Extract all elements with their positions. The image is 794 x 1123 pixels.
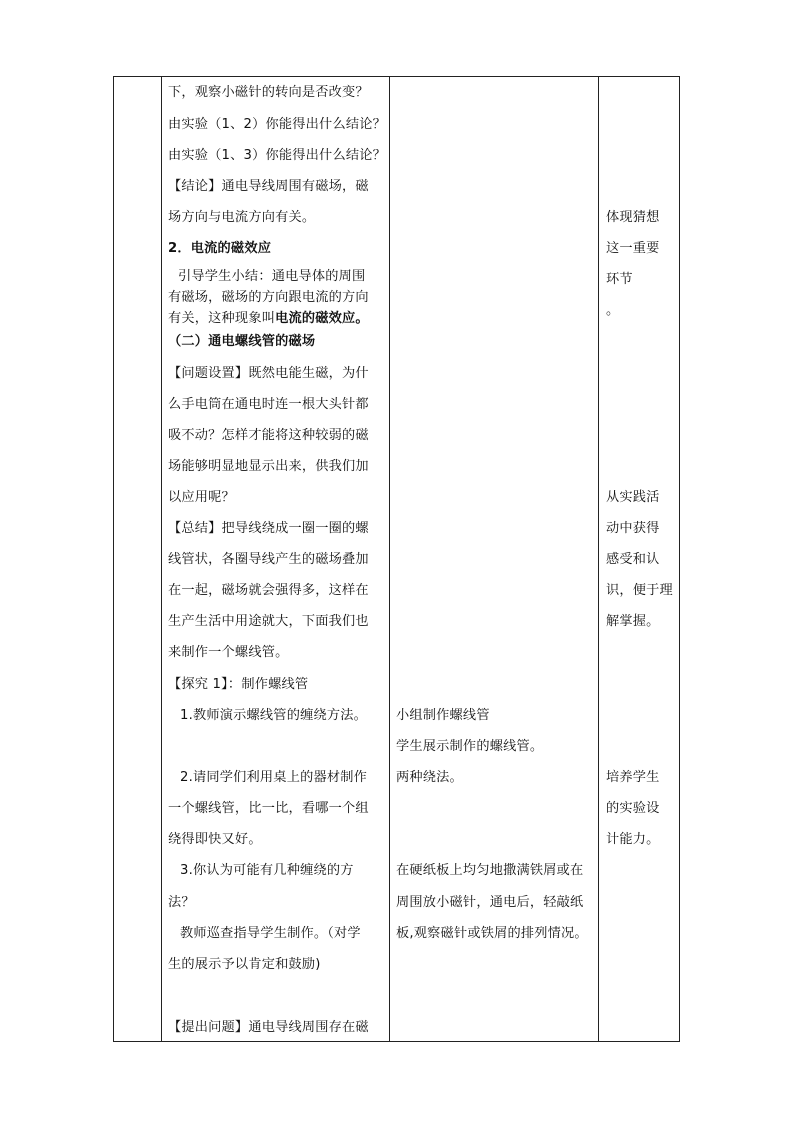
student-activity: 周围放小磁针，通电后，轻敲纸	[396, 895, 584, 910]
section-heading: （二）通电螺线管的磁场	[168, 334, 316, 349]
text-run: 有关，这种现象叫	[168, 311, 276, 326]
design-note: 这一重要	[606, 241, 660, 256]
design-note: 计能力。	[606, 832, 660, 847]
student-activity: 在硬纸板上均匀地撒满铁屑或在	[396, 863, 584, 878]
text-line: 生产生活中用途就大，下面我们也	[168, 614, 369, 629]
student-activity: 板,观察磁针或铁屑的排列情况。	[396, 926, 588, 941]
text-line: 由实验（1、2）你能得出什么结论？	[168, 117, 386, 132]
column-divider	[598, 76, 599, 1042]
text-line: 一个螺线管，比一比，看哪一个组	[168, 801, 369, 816]
text-line: 在一起，磁场就会强得多，这样在	[168, 583, 369, 598]
text-line	[168, 309, 369, 329]
design-note: 解掌握。	[606, 614, 660, 629]
text-line: 法？	[168, 895, 195, 910]
design-note: 感受和认	[606, 552, 660, 567]
design-note: 从实践活	[606, 490, 660, 505]
student-activity: 小组制作螺线管	[396, 708, 490, 723]
column-divider	[161, 76, 162, 1042]
inquiry-heading: 【探究 1】：制作螺线管	[168, 677, 309, 692]
text-line: 生的展示予以肯定和鼓励)	[168, 957, 321, 972]
student-activity: 两种绕法。	[396, 770, 463, 785]
text-line: 线管状，各圈导线产生的磁场叠加	[168, 552, 369, 567]
design-note: 环节	[606, 272, 633, 287]
column-divider	[389, 76, 390, 1042]
student-activity: 学生展示制作的螺线管。	[396, 739, 544, 754]
design-note: 的实验设	[606, 801, 660, 816]
question-label: 【问题设置】既然电能生磁，为什	[168, 366, 369, 381]
text-line: 么手电筒在通电时连一根大头针都	[168, 397, 369, 412]
design-note: 体现猜想	[606, 210, 660, 225]
design-note: 识，便于理	[606, 583, 673, 598]
text-line: 引导学生小结：通电导体的周围	[178, 269, 366, 284]
conclusion-label: 【结论】通电导线周围有磁场，磁	[168, 179, 369, 194]
text-line: 有磁场，磁场的方向跟电流的方向	[168, 290, 369, 305]
text-line: 以应用呢？	[168, 490, 235, 505]
summary-label: 【总结】把导线绕成一圈一圈的螺	[168, 521, 369, 536]
key-term: 电流的磁效应。	[275, 311, 369, 326]
step-item: 3.你认为可能有几种缠绕的方	[180, 863, 354, 878]
design-note: 培养学生	[606, 770, 660, 785]
text-line: 绕得即快又好。	[168, 832, 262, 847]
text-line: 场能够明显地显示出来，供我们加	[168, 459, 369, 474]
step-item: 2.请同学们利用桌上的器材制作	[180, 770, 368, 785]
question-label: 【提出问题】通电导线周围存在磁	[168, 1020, 369, 1035]
text-line: 教师巡查指导学生制作。（对学	[180, 926, 361, 941]
design-note: 。	[606, 303, 620, 318]
text-line: 场方向与电流方向有关。	[168, 210, 316, 225]
text-line: 由实验（1、3）你能得出什么结论？	[168, 148, 386, 163]
step-item: 1.教师演示螺线管的缠绕方法。	[180, 708, 368, 723]
section-heading: 2．电流的磁效应	[168, 241, 272, 256]
text-line: 下，观察小磁针的转向是否改变？	[168, 85, 369, 100]
text-line: 来制作一个螺线管。	[168, 645, 289, 660]
text-line: 吸不动？怎样才能将这种较弱的磁	[168, 428, 369, 443]
design-note: 动中获得	[606, 521, 660, 536]
